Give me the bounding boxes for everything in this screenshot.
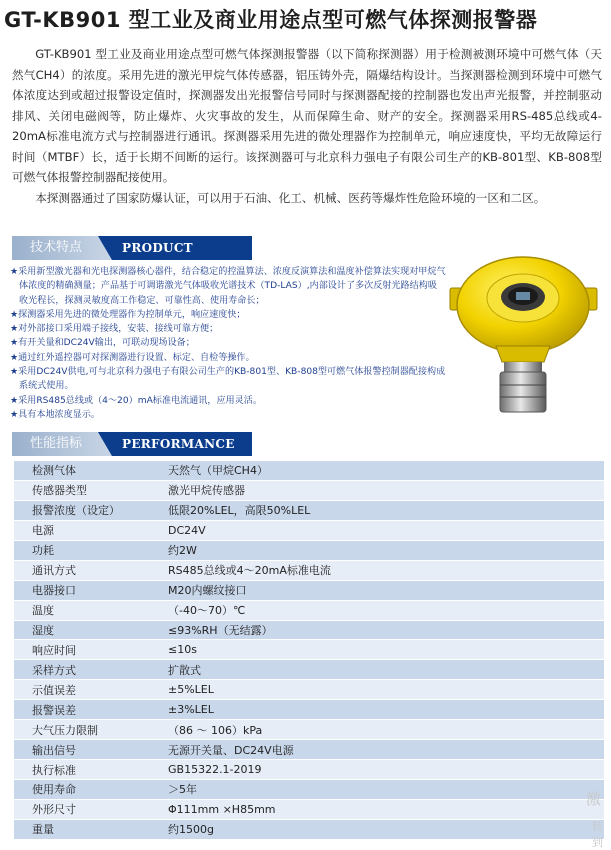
feature-item: ★具有本地浓度显示。 <box>10 409 101 420</box>
table-row <box>14 700 604 720</box>
spec-value: 约1500g <box>150 819 604 839</box>
spec-value: ≤93%RH（无结露） <box>150 620 604 640</box>
spec-key: 大气压力限制 <box>14 720 150 740</box>
watermark-link[interactable]: 转到 <box>592 820 603 849</box>
spec-value: Φ111mm ×H85mm <box>150 799 604 819</box>
watermark-text: 激 <box>586 790 602 808</box>
spec-value: 扩散式 <box>150 660 604 680</box>
table-row <box>14 660 604 680</box>
spec-key: 外形尺寸 <box>14 799 150 819</box>
performance-banner-cn: 性能指标 <box>12 432 114 456</box>
gas-detector-image <box>446 250 601 450</box>
table-row <box>14 819 604 839</box>
spec-value: GB15322.1-2019 <box>150 760 604 780</box>
table-row <box>14 500 604 520</box>
spec-value: DC24V <box>150 520 604 540</box>
intro-paragraph-2: 本探测器通过了国家防爆认证，可以用于石油、化工、机械、医药等爆炸性危险环境的一区和二区。 <box>35 190 546 205</box>
feature-item: ★有开关量和DC24V输出，可联动现场设备； <box>10 338 195 349</box>
spec-key: 报警误差 <box>14 700 150 720</box>
spec-key: 温度 <box>14 600 150 620</box>
features-banner <box>12 236 252 260</box>
features-banner-cn: 技术特点 <box>12 236 114 260</box>
spec-key: 报警浓度（设定） <box>14 500 150 520</box>
spec-value: 激光甲烷传感器 <box>150 480 604 500</box>
table-row <box>14 640 604 660</box>
table-row <box>14 799 604 819</box>
spec-value: ≤10s <box>150 640 604 660</box>
feature-item: ★采用DC24V供电,可与北京科力强电子有限公司生产的KB-801型、KB-808型可燃气体报警控制器配接构成系统式使用。 <box>10 367 446 392</box>
spec-value: 低限20%LEL，高限50%LEL <box>150 500 604 520</box>
spec-value: 天然气（甲烷CH4） <box>150 461 604 480</box>
spec-key: 湿度 <box>14 620 150 640</box>
table-row <box>14 620 604 640</box>
spec-value: RS485总线或4～20mA标准电流 <box>150 560 604 580</box>
table-row <box>14 560 604 580</box>
table-row <box>14 740 604 760</box>
spec-key: 传感器类型 <box>14 480 150 500</box>
spec-value: （86 ～ 106）kPa <box>150 720 604 740</box>
table-row <box>14 600 604 620</box>
table-row <box>14 720 604 740</box>
spec-key: 检测气体 <box>14 461 150 480</box>
feature-item: ★探测器采用先进的微处理器作为控制单元，响应速度快； <box>10 309 246 320</box>
spec-key: 示值误差 <box>14 680 150 700</box>
feature-list <box>10 265 446 422</box>
spec-value: M20内螺纹接口 <box>150 580 604 600</box>
spec-value: ＞5年 <box>150 780 604 800</box>
table-row <box>14 760 604 780</box>
table-row <box>14 580 604 600</box>
features-banner-en: PRODUCT <box>112 236 252 260</box>
table-row <box>14 480 604 500</box>
feature-item: ★采用新型激光器和光电探测器核心器件，结合稳定的控温算法、浓度反演算法和温度补偿算法实现对甲烷气体浓度的精确测量；产品基于可调谐激光气体吸收光谱技术（TD-LAS）,内部设计了多次反射光路结构吸收光程长，探测灵敏度高工作稳定、可靠性高、使用寿命长； <box>10 267 446 306</box>
table-row <box>14 520 604 540</box>
spec-key: 功耗 <box>14 540 150 560</box>
spec-key: 响应时间 <box>14 640 150 660</box>
page-title: GT-KB901 型工业及商业用途点型可燃气体探测报警器 <box>4 8 538 32</box>
spec-key: 输出信号 <box>14 740 150 760</box>
spec-value: 约2W <box>150 540 604 560</box>
spec-key: 电源 <box>14 520 150 540</box>
feature-item: ★对外部接口采用端子接线，安装、接线可靠方便； <box>10 324 219 335</box>
table-row <box>14 680 604 700</box>
spec-value: 无源开关量、DC24V电源 <box>150 740 604 760</box>
feature-item: ★通过红外遥控器可对探测器进行设置、标定、自检等操作。 <box>10 352 255 363</box>
feature-item: ★采用RS485总线或（4～20）mA标准电流通讯，应用灵活。 <box>10 395 262 406</box>
spec-key: 电器接口 <box>14 580 150 600</box>
spec-value: （-40～70）℃ <box>150 600 604 620</box>
intro-text <box>12 44 602 208</box>
table-row <box>14 540 604 560</box>
performance-table <box>14 461 604 840</box>
spec-key: 使用寿命 <box>14 780 150 800</box>
table-row <box>14 461 604 480</box>
performance-banner <box>12 432 252 456</box>
table-row <box>14 780 604 800</box>
performance-banner-en: PERFORMANCE <box>112 432 252 456</box>
spec-key: 重量 <box>14 819 150 839</box>
spec-key: 通讯方式 <box>14 560 150 580</box>
spec-value: ±3%LEL <box>150 700 604 720</box>
intro-paragraph-1: GT-KB901 型工业及商业用途点型可燃气体探测报警器（以下简称探测器）用于检测被测环境中可燃气体（天然气CH4）的浓度。采用先进的激光甲烷气体传感器，铝压铸外壳，隔爆结构设计。当探测器检测到环境中可燃气体浓度达到或超过报警设定值时，探测器发出光报警信号同时与探测器配接的控制器也发出声光报警，并控制驱动排风、关闭电磁阀等，防止爆炸、火灾事故的发生，从而保障生命、财产的安全。探测器采用RS-485总线或4-20mA标准电流方式与控制器进行通讯。探测器采用先进的微处理器作为控制单元，响应速度快，平均无故障运行时间（MTBF）长，适于长期不间断的运行。该探测器可与北京科力强电子有限公司生产的KB-801型、KB-808型可燃气体报警控制器配接使用。 <box>12 47 602 184</box>
spec-value: ±5%LEL <box>150 680 604 700</box>
spec-key: 采样方式 <box>14 660 150 680</box>
spec-key: 执行标准 <box>14 760 150 780</box>
